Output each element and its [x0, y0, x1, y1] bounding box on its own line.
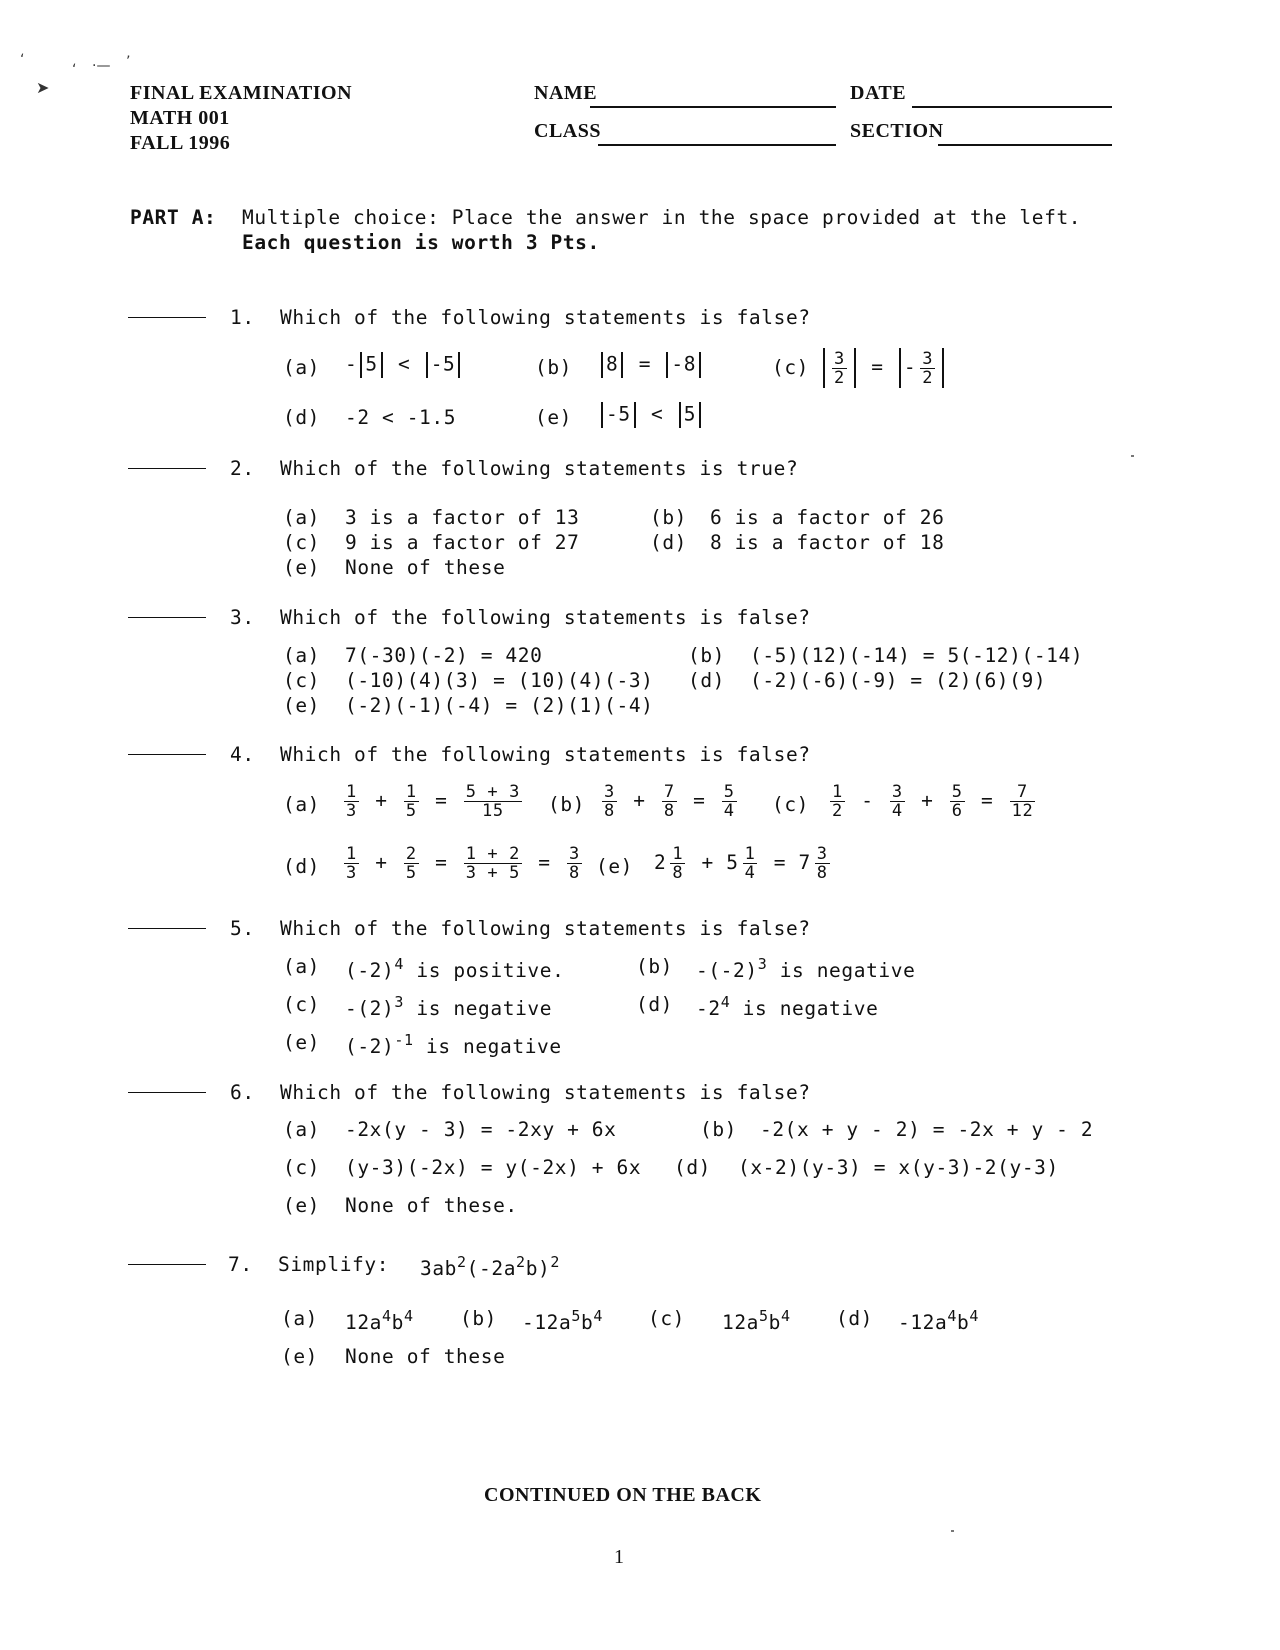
section-label: SECTION	[850, 120, 944, 142]
scan-mark	[951, 1530, 954, 1532]
option-3d: (-2)(-6)(-9) = (2)(6)(9)	[750, 669, 1047, 692]
option-1d: -2 < -1.5	[345, 406, 457, 429]
option-2a: 3 is a factor of 13	[345, 506, 580, 529]
option-label: (b)	[535, 356, 573, 379]
option-label: (d)	[836, 1307, 874, 1330]
option-label: (c)	[772, 356, 810, 379]
option-1a: - 5 < -5	[345, 352, 463, 378]
option-6e: None of these.	[345, 1194, 518, 1217]
option-4e: 2 $\frac{1}{8}$ + 5 $\frac{1}{4}$ = 7 $\frac{3}{8}$	[654, 844, 828, 883]
question-number: 4.	[230, 743, 255, 766]
option-2e: None of these	[345, 556, 506, 579]
section-field[interactable]	[938, 144, 1112, 146]
option-label: (b)	[460, 1307, 498, 1330]
answer-blank-6[interactable]	[128, 1092, 206, 1093]
option-5d: $-2^4$ is negative	[696, 993, 879, 1020]
scan-mark	[1131, 455, 1134, 457]
option-7c: $12a^5b^4$	[722, 1307, 791, 1334]
exam-title: FINAL EXAMINATION	[130, 82, 353, 104]
option-5e: $(-2)^{-1}$ is negative	[345, 1031, 562, 1058]
class-field[interactable]	[598, 144, 836, 146]
option-2d: 8 is a factor of 18	[710, 531, 945, 554]
page-number: 1	[614, 1546, 625, 1568]
answer-blank-7[interactable]	[128, 1264, 206, 1265]
option-label: (c)	[283, 993, 321, 1016]
option-label: (c)	[772, 793, 810, 816]
option-3c: (-10)(4)(3) = (10)(4)(-3)	[345, 669, 654, 692]
name-label: NAME	[534, 82, 598, 104]
question-number: 7.	[228, 1253, 253, 1276]
part-label: PART A:	[130, 206, 217, 229]
option-label: (a)	[281, 1307, 319, 1330]
option-6b: -2(x + y - 2) = -2x + y - 2	[760, 1118, 1094, 1141]
option-1e: -5 < 5	[598, 402, 704, 428]
option-label: (a)	[283, 644, 321, 667]
option-label: (b)	[688, 644, 726, 667]
option-4d: $\frac{1}{3}$ + $\frac{2}{5}$ = $\frac{1 + 2}{3 + 5}$ = $\frac{3}{8}$	[346, 844, 580, 883]
option-4b: $\frac{3}{8}$ + $\frac{7}{8}$ = $\frac{5}{4}$	[604, 782, 735, 821]
question-prompt: Which of the following statements is false?	[280, 743, 811, 766]
instructions-line-1: Multiple choice: Place the answer in the space provided at the left.	[242, 206, 1082, 229]
option-label: (c)	[283, 531, 321, 554]
option-5b: $-(-2)^3$ is negative	[696, 955, 916, 982]
answer-blank-2[interactable]	[128, 468, 206, 469]
question-number: 2.	[230, 457, 255, 480]
option-7e: None of these	[345, 1345, 506, 1368]
option-label: (b)	[700, 1118, 738, 1141]
option-label: (a)	[283, 793, 321, 816]
option-label: (d)	[688, 669, 726, 692]
date-field[interactable]	[912, 106, 1112, 108]
option-label: (c)	[283, 669, 321, 692]
option-label: (b)	[650, 506, 688, 529]
option-label: (e)	[281, 1345, 319, 1368]
option-label: (e)	[283, 694, 321, 717]
name-field[interactable]	[590, 106, 836, 108]
option-label: (a)	[283, 1118, 321, 1141]
option-6a: -2x(y - 3) = -2xy + 6x	[345, 1118, 617, 1141]
option-5a: $(-2)^4$ is positive.	[345, 955, 565, 982]
option-label: (e)	[283, 1194, 321, 1217]
option-label: (e)	[283, 1031, 321, 1054]
option-label: (c)	[648, 1307, 686, 1330]
option-4c: $\frac{1}{2}$ - $\frac{3}{4}$ + $\frac{5}{6}$ = $\frac{7}{12}$	[832, 782, 1034, 821]
option-6d: (x-2)(y-3) = x(y-3)-2(y-3)	[738, 1156, 1059, 1179]
option-label: (a)	[283, 506, 321, 529]
option-7b: $-12a^5b^4$	[522, 1307, 603, 1334]
option-label: (c)	[283, 1156, 321, 1179]
scan-mark: ·—	[92, 58, 111, 74]
option-label: (e)	[596, 855, 634, 878]
question-prompt: Which of the following statements is true?	[280, 457, 799, 480]
option-label: (b)	[548, 793, 586, 816]
option-3b: (-5)(12)(-14) = 5(-12)(-14)	[750, 644, 1084, 667]
scan-mark: ➤	[36, 78, 50, 97]
question-prompt: Which of the following statements is false?	[280, 306, 811, 329]
option-label: (b)	[636, 955, 674, 978]
option-7a: $12a^4b^4$	[345, 1307, 414, 1334]
scan-mark: ’	[126, 54, 131, 70]
answer-blank-3[interactable]	[128, 617, 206, 618]
question-prompt: Simplify:	[278, 1253, 390, 1276]
option-label: (d)	[674, 1156, 712, 1179]
option-5c: $-(2)^3$ is negative	[345, 993, 553, 1020]
option-6c: (y-3)(-2x) = y(-2x) + 6x	[345, 1156, 642, 1179]
instructions-line-2: Each question is worth 3 Pts.	[242, 231, 600, 254]
option-label: (d)	[636, 993, 674, 1016]
question-prompt: Which of the following statements is false?	[280, 606, 811, 629]
question-number: 3.	[230, 606, 255, 629]
question-number: 1.	[230, 306, 255, 329]
option-label: (e)	[283, 556, 321, 579]
scan-mark: ‘	[20, 52, 25, 68]
option-label: (d)	[283, 855, 321, 878]
term: FALL 1996	[130, 132, 231, 154]
answer-blank-4[interactable]	[128, 754, 206, 755]
option-3e: (-2)(-1)(-4) = (2)(1)(-4)	[345, 694, 654, 717]
option-label: (d)	[650, 531, 688, 554]
class-label: CLASS	[534, 120, 601, 142]
date-label: DATE	[850, 82, 907, 104]
question-number: 6.	[230, 1081, 255, 1104]
option-7d: $-12a^4b^4$	[898, 1307, 979, 1334]
scan-mark: ‘	[72, 62, 77, 78]
option-label: (a)	[283, 955, 321, 978]
simplify-expression: $3ab^2(-2a^2b)^2$	[420, 1253, 561, 1280]
option-label: (e)	[535, 406, 573, 429]
option-3a: 7(-30)(-2) = 420	[345, 644, 543, 667]
question-number: 5.	[230, 917, 255, 940]
option-1b: 8 = -8	[598, 352, 704, 378]
option-label: (a)	[283, 356, 321, 379]
answer-blank-5[interactable]	[128, 928, 206, 929]
continued-note: CONTINUED ON THE BACK	[484, 1484, 762, 1506]
option-1c: $\frac{3}{2}$ = - $\frac{3}{2}$	[820, 348, 947, 388]
option-4a: $\frac{1}{3}$ + $\frac{1}{5}$ = $\frac{5 + 3}{15}$	[346, 782, 520, 821]
question-prompt: Which of the following statements is false?	[280, 917, 811, 940]
option-2c: 9 is a factor of 27	[345, 531, 580, 554]
option-label: (d)	[283, 406, 321, 429]
course-code: MATH 001	[130, 107, 230, 129]
answer-blank-1[interactable]	[128, 317, 206, 318]
question-prompt: Which of the following statements is false?	[280, 1081, 811, 1104]
option-2b: 6 is a factor of 26	[710, 506, 945, 529]
